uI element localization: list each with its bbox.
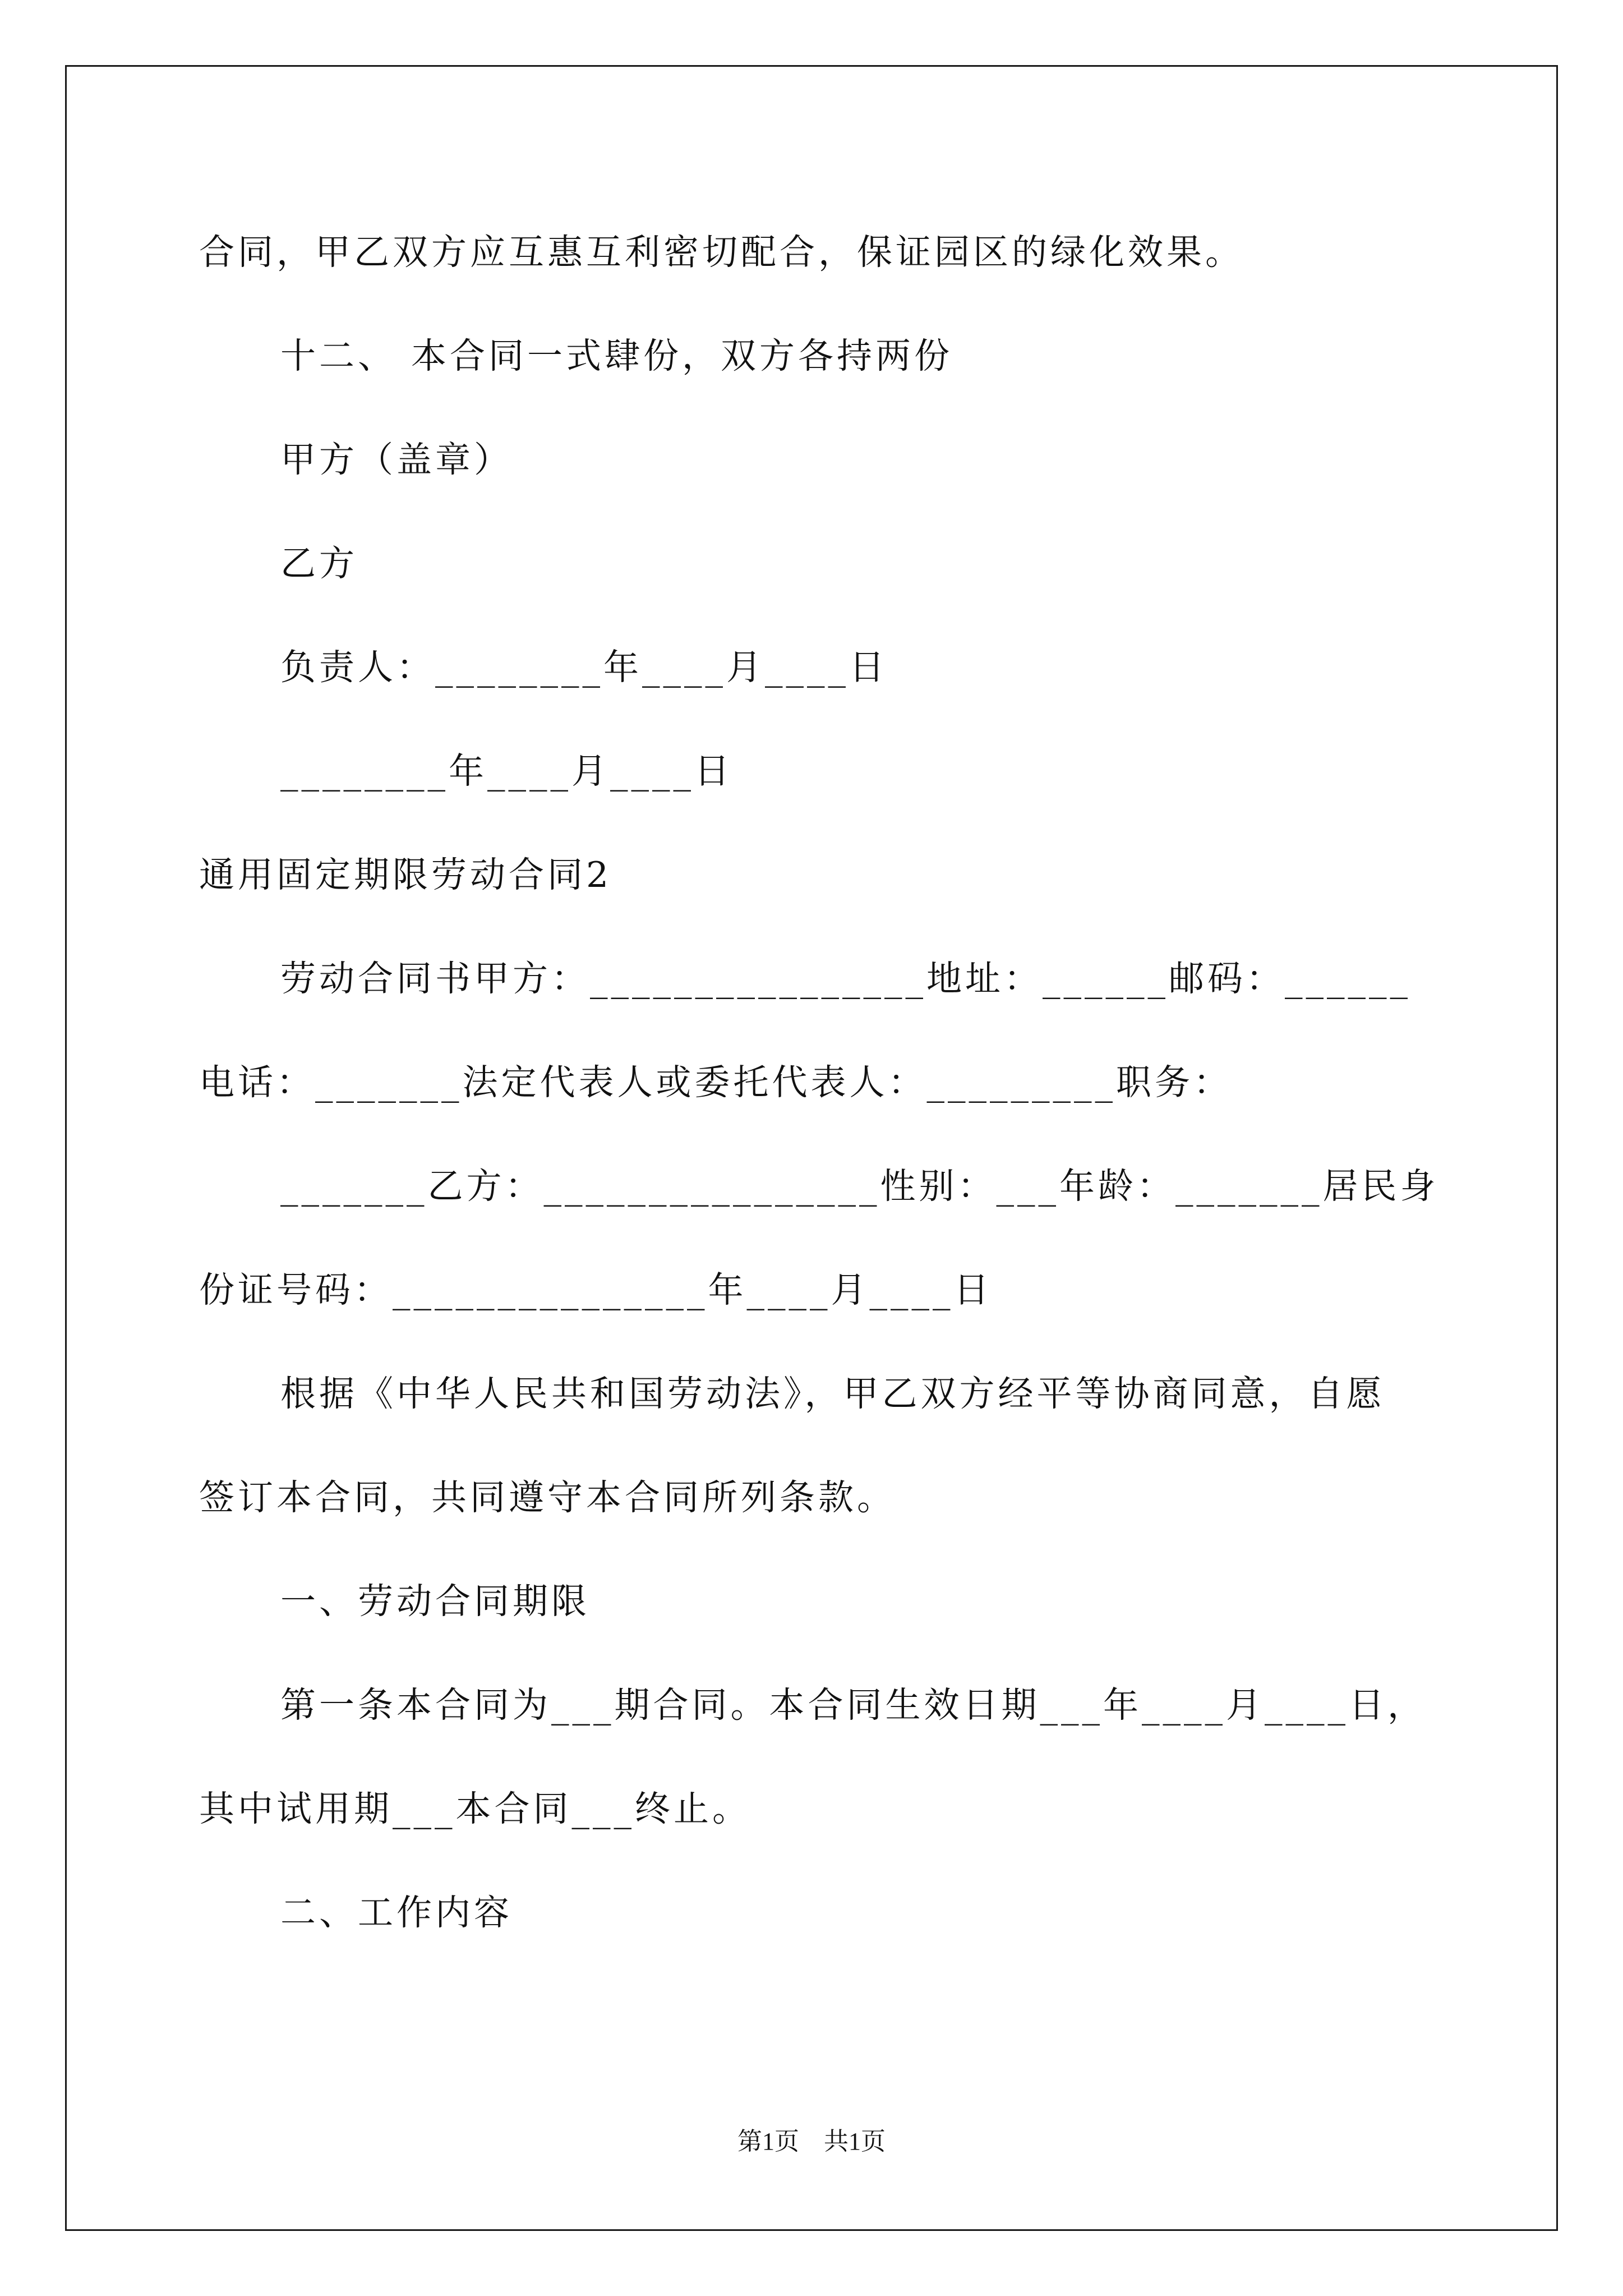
- text-line-2: 十二、 本合同一式肆份，双方各持两份: [280, 335, 953, 376]
- text-line-3: 甲方（盖章）: [280, 439, 513, 480]
- text-line-5: 负责人：________年____月____日: [280, 647, 888, 688]
- text-line-11: 份证号码：_______________年____月____日: [199, 1269, 993, 1310]
- text-line-1: 合同，甲乙双方应互惠互利密切配合，保证园区的绿化效果。: [199, 232, 1244, 273]
- page-number-footer: 第1页 共1页: [737, 2128, 886, 2155]
- text-line-15: 第一条本合同为___期合同。本合同生效日期___年____月____日，: [280, 1685, 1426, 1726]
- text-line-12: 根据《中华人民共和国劳动法》，甲乙双方经平等协商同意，自愿: [280, 1373, 1385, 1414]
- text-line-13: 签订本合同，共同遵守本合同所列条款。: [199, 1477, 896, 1518]
- heading-contract-term: 一、劳动合同期限: [280, 1581, 590, 1622]
- text-line-10: _______乙方：________________性别：___年龄：_______居民身: [280, 1166, 1439, 1207]
- text-line-6: ________年____月____日: [280, 751, 733, 792]
- text-line-16: 其中试用期___本合同___终止。: [199, 1788, 751, 1829]
- text-line-4: 乙方: [280, 543, 358, 584]
- heading-work-content: 二、工作内容: [280, 1892, 513, 1933]
- section-title: 通用固定期限劳动合同2: [199, 854, 612, 895]
- text-line-9: 电话：_______法定代表人或委托代表人：_________职务：: [199, 1062, 1232, 1103]
- text-line-8: 劳动合同书甲方：________________地址：______邮码：______: [280, 958, 1411, 999]
